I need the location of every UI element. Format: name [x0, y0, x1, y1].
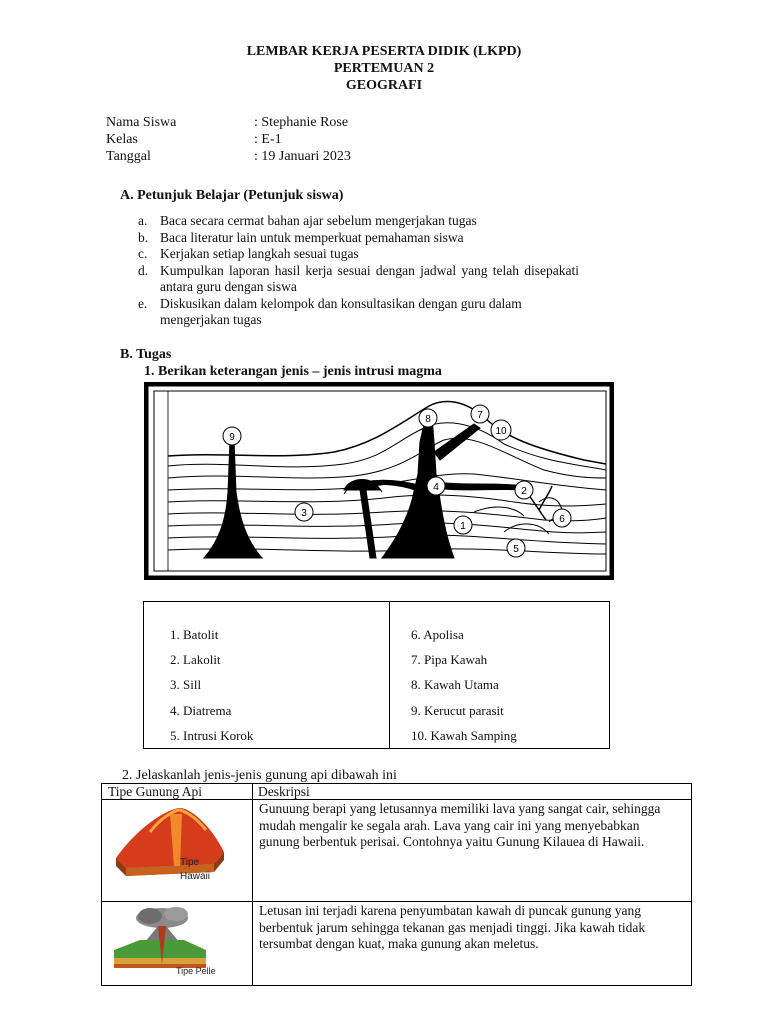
hawaii-description: Gunuung berapi yang letusannya memiliki lava yang sangat cair, sehingga mudah mengalir ke segala arah. Lava yang cair ini yang menyebabkan gunung berbentuk perisai. Contohnya yaitu Gunung Kilauea di Hawaii. [259, 801, 661, 849]
item-text: Baca secara cermat bahan ajar sebelum mengerjakan tugas [160, 213, 477, 228]
legend-item: 7. Pipa Kawah [411, 652, 488, 668]
pelle-image-label: Tipe Pelle [176, 966, 216, 976]
legend-table [143, 601, 610, 749]
instruction-item [138, 213, 579, 230]
item-text: Kumpulkan laporan hasil kerja sesuai dengan jadwal yang telah disepakati antara guru dengan siswa [160, 262, 579, 294]
legend-item: 10. Kawah Samping [411, 727, 517, 743]
legend-item: 1. Batolit [170, 627, 219, 642]
student-class-value: : E-1 [254, 132, 282, 147]
legend-item: 8. Kawah Utama [411, 677, 499, 693]
legend-divider [389, 602, 390, 748]
item-text: Diskusikan dalam kelompok dan konsultasikan dengan guru dalam mengerjakan tugas [160, 295, 522, 327]
diagram-number-3: 3 [301, 508, 307, 519]
diagram-number-5: 5 [513, 544, 519, 555]
legend-item: 4. Diatrema [170, 702, 232, 718]
legend-item: 9. Kerucut parasit [411, 702, 504, 718]
diagram-number-10: 10 [495, 426, 507, 437]
instruction-item [138, 246, 579, 263]
table-col-divider [252, 784, 253, 985]
diagram-number-8: 8 [425, 414, 431, 425]
doc-subtitle-meeting: PERTEMUAN 2 [333, 61, 435, 76]
pelle-volcano-image [110, 904, 230, 976]
item-text: Baca literatur lain untuk memperkuat pemahaman siswa [160, 229, 464, 245]
table-header-type: Tipe Gunung Api [108, 784, 203, 799]
table-header-description: Deskripsi [258, 784, 310, 799]
task-2-heading: 2. Jelaskanlah jenis-jenis gunung api dibawah ini [122, 768, 397, 783]
magma-intrusion-diagram [144, 382, 614, 580]
instruction-item [138, 263, 579, 296]
hawaii-image-label-1: Tipe [180, 857, 200, 868]
instruction-list [138, 213, 579, 329]
item-marker: d. [138, 262, 149, 278]
table-row-divider [102, 901, 691, 902]
instruction-item [138, 230, 579, 247]
pelle-description: Letusan ini terjadi karena penyumbatan kawah di puncak gunung yang berbentuk jarum sehingga tekanan gas menjadi tinggi. Jika kawah tidak tersumbat dengan kuat, maka gunung akan meletus. [259, 903, 646, 951]
student-date-label: Tanggal [106, 149, 151, 164]
task-1-heading: 1. Berikan keterangan jenis – jenis intrusi magma [144, 364, 442, 379]
diagram-number-4: 4 [433, 482, 439, 493]
section-a-heading: A. Petunjuk Belajar (Petunjuk siswa) [120, 188, 344, 203]
hawaii-volcano-image [110, 804, 230, 886]
item-marker: c. [138, 246, 148, 261]
diagram-number-2: 2 [521, 486, 527, 497]
legend-item: 5. Intrusi Korok [170, 727, 254, 743]
item-marker: b. [138, 229, 149, 245]
item-marker: e. [138, 295, 148, 311]
volcano-types-table [101, 783, 692, 986]
hawaii-image-label-2: Hawaii [180, 871, 211, 882]
instruction-item [138, 296, 579, 329]
diagram-number-9: 9 [229, 432, 235, 443]
diagram-number-1: 1 [460, 521, 466, 532]
item-marker: a. [138, 213, 148, 228]
diagram-number-6: 6 [559, 514, 565, 525]
student-name-value: : Stephanie Rose [254, 115, 349, 130]
doc-title: LEMBAR KERJA PESERTA DIDIK (LKPD) [246, 44, 522, 59]
item-text: Kerjakan setiap langkah sesuai tugas [160, 246, 359, 261]
section-b-heading: B. Tugas [120, 347, 172, 362]
legend-right-column [411, 622, 517, 748]
legend-item: 3. Sill [170, 677, 202, 693]
legend-item: 2. Lakolit [170, 652, 221, 668]
student-date-value: : 19 Januari 2023 [254, 149, 351, 164]
student-name-label: Nama Siswa [106, 115, 177, 130]
diagram-svg [144, 382, 614, 580]
doc-subtitle-subject: GEOGRAFI [345, 78, 423, 93]
diagram-number-7: 7 [477, 410, 483, 421]
student-class-label: Kelas [106, 132, 138, 147]
legend-left-column [170, 622, 253, 748]
legend-item: 6. Apolisa [411, 627, 464, 642]
table-header-divider [102, 799, 691, 800]
